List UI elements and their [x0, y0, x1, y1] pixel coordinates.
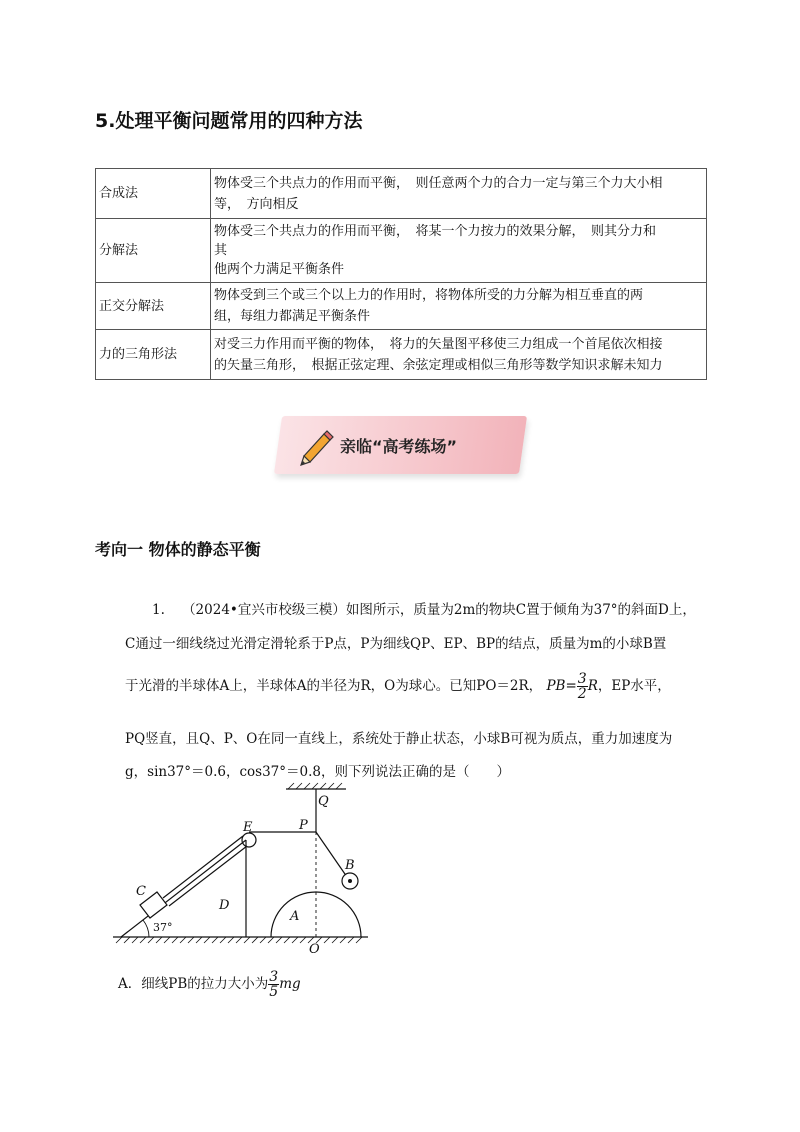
fraction-three-halves	[577, 672, 588, 701]
method-desc	[211, 330, 707, 380]
table-row	[96, 330, 707, 380]
rope-pb	[316, 832, 347, 877]
fraction-numerator: 3	[269, 969, 279, 985]
direction-title: 考向一 物体的静态平衡	[95, 540, 261, 559]
label-c: C	[136, 884, 146, 899]
desc-line: 其	[214, 243, 228, 258]
rope-ce	[163, 836, 243, 898]
methods-table	[95, 168, 707, 380]
option-a[interactable]	[118, 970, 301, 999]
question-line-1	[152, 598, 696, 618]
table-row	[96, 219, 707, 283]
practice-banner	[270, 412, 528, 480]
label-b: B	[345, 858, 355, 873]
label-d: D	[219, 898, 230, 913]
table-row	[96, 169, 707, 219]
pb-symbol: PB	[546, 678, 566, 694]
question-text: ，EP水平，	[597, 678, 671, 694]
method-name: 分解法	[96, 219, 211, 283]
question-line-3	[125, 672, 671, 701]
label-angle: 37°	[153, 921, 173, 934]
question-line-2: C通过一细线绕过光滑定滑轮系于P点，P为细线QP、EP、BP的结点，质量为m的小球B置	[125, 636, 667, 652]
desc-line: 物体受三个共点力的作用而平衡， 将某一个力按力的效果分解， 则其分力和	[214, 224, 657, 239]
label-o: O	[309, 942, 320, 957]
fraction-three-fifths	[268, 970, 279, 999]
banner-text: 亲临“高考练场”	[340, 437, 458, 456]
label-p: P	[299, 818, 308, 833]
label-e: E	[243, 820, 253, 835]
option-a-unit: mg	[279, 976, 301, 992]
fraction-denominator: 2	[577, 686, 587, 702]
question-text: 于光滑的半球体A上，半球体A的半径为R，O为球心。已知PO＝2R，	[125, 678, 543, 694]
rope-ce-lower	[169, 846, 247, 906]
label-a: A	[290, 909, 300, 924]
fraction-numerator: 3	[577, 671, 587, 687]
question-line-4: PQ竖直，且Q、P、O在同一直线上，系统处于静止状态，小球B可视为质点，重力加速度为	[125, 731, 673, 747]
method-desc	[211, 219, 707, 283]
method-name: 合成法	[96, 169, 211, 219]
fraction-denominator: 5	[269, 984, 279, 1000]
radius-symbol: R	[587, 678, 598, 694]
question-text: （2024•宜兴市校级三模）如图所示，质量为2m的物块C置于倾角为37°的斜面D上，	[182, 602, 696, 618]
desc-line: 等， 方向相反	[214, 196, 299, 212]
method-desc	[211, 283, 707, 330]
physics-figure	[110, 782, 380, 957]
option-a-text: A．细线PB的拉力大小为	[118, 976, 269, 992]
desc-line: 对受三力作用而平衡的物体， 将力的矢量图平移使三力组成一个首尾依次相接	[214, 336, 663, 352]
table-row	[96, 283, 707, 330]
question-number: 1.	[152, 602, 165, 618]
ball-center	[348, 879, 352, 883]
pulley	[242, 833, 256, 847]
ground-hatch	[116, 937, 362, 943]
method-desc	[211, 169, 707, 219]
equals-sign: =	[565, 678, 577, 694]
method-name: 力的三角形法	[96, 330, 211, 380]
question-line-5: g，sin37°＝0.6，cos37°＝0.8，则下列说法正确的是（ ）	[125, 764, 510, 780]
section-title: 5.处理平衡问题常用的四种方法	[95, 110, 363, 132]
ceiling-hatch	[288, 783, 342, 789]
desc-line: 组，每组力都满足平衡条件	[214, 309, 371, 324]
desc-line: 物体受到三个或三个以上力的作用时，将物体所受的力分解为相互垂直的两	[214, 288, 644, 303]
desc-line: 的矢量三角形， 根据正弦定理、余弦定理或相似三角形等数学知识求解未知力	[214, 357, 663, 373]
pencil-icon	[298, 426, 338, 466]
desc-line: 他两个力满足平衡条件	[214, 262, 345, 277]
desc-line: 物体受三个共点力的作用而平衡， 则任意两个力的合力一定与第三个力大小相	[214, 175, 663, 191]
method-name: 正交分解法	[96, 283, 211, 330]
angle-arc	[143, 920, 149, 937]
label-q: Q	[318, 794, 329, 809]
